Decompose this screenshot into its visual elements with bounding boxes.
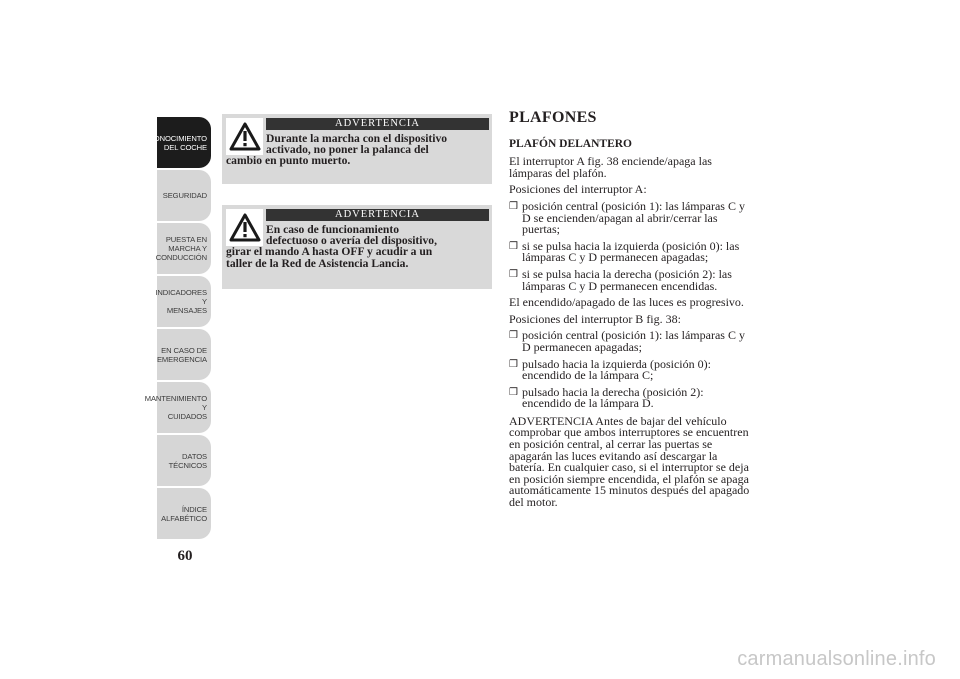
warning-line: taller de la Red de Asistencia Lancia. [226,256,409,270]
list-item [509,198,779,237]
warning-line: Durante la marcha con el dispositivo [266,132,448,145]
text-line: batería. En cualquier caso, si el interruptor se deja [509,460,749,475]
warning-box [222,205,492,289]
watermark: carmanualsonline.info [737,648,936,670]
tab-conocimiento-del-coche[interactable] [148,117,211,168]
text-line: automáticamente 15 minutos después del apagado [509,483,750,498]
tab-label: INDICADORES Y MENSAJES [155,288,207,315]
tab-label: MANTENIMIENTO Y CUIDADOS [144,394,207,421]
text-line: si se pulsa hacia la izquierda (posición 0): las [522,238,740,253]
intro-paragraph [509,156,779,179]
text-line: El interruptor A fig. 38 enciende/apaga las [509,154,712,169]
checkbox-bullet-icon: ❒ [509,358,518,370]
text-line: en posición siempre encendida, el plafón se apaga [509,471,749,486]
tab-puesta-en-marcha[interactable] [157,223,211,274]
text-line: pulsado hacia la izquierda (posición 0): [522,356,711,371]
tab-label: EN CASO DE EMERGENCIA [156,345,207,364]
section-title: PLAFONES [509,109,597,126]
positions-a-label: Posiciones del interruptor A: [509,182,647,197]
list-item [509,238,779,265]
warning-heading: ADVERTENCIA [266,209,489,221]
checkbox-bullet-icon: ❒ [509,330,518,342]
text-line: comprobar que ambos interruptores se encuentren [509,425,749,440]
positions-b-label: Posiciones del interruptor B fig. 38: [509,311,681,326]
text-line: encendido de la lámpara C; [522,368,654,383]
text-line: del motor. [509,495,558,510]
text-line: apagarán las luces evitando así descargar la [509,448,718,463]
text-line: lámparas del plafón. [509,165,607,180]
page-number: 60 [177,548,193,564]
tab-label: SEGURIDAD [162,191,207,200]
progressive-note: El encendido/apagado de las luces es progresivo. [509,295,744,310]
tab-label: PUESTA EN MARCHA Y CONDUCCIÓN [155,235,207,262]
list-item [509,266,779,293]
text-line: encendido de la lámpara D. [522,396,654,411]
list-item [509,330,779,353]
tab-label: CONOCIMIENTO DEL COCHE [148,133,207,152]
text-line: posición central (posición 1): las lámparas C y [522,198,745,213]
chapter-tabs [144,117,211,539]
warning-line: activado, no poner la palanca del [266,143,429,157]
tab-indicadores-y-mensajes[interactable] [157,276,211,327]
text-line: D se encienden/apagan al abrir/cerrar las [522,210,718,225]
tab-seguridad[interactable] [157,170,211,221]
warning-text [226,224,488,269]
text-line: si se pulsa hacia la derecha (posición 2): las [522,266,732,281]
warning-line: defectuoso o avería del dispositivo, [266,234,438,248]
advertencia-note [509,413,779,510]
tab-en-caso-de-emergencia[interactable] [157,329,211,380]
tab-datos-tecnicos[interactable] [157,435,211,486]
warning-heading: ADVERTENCIA [266,118,489,130]
warning-box [222,114,492,184]
warning-line: girar el mando A hasta OFF y acudir a un [226,245,433,259]
text-line: ADVERTENCIA Antes de bajar del vehículo [509,413,727,428]
main-content [509,110,779,514]
subsection-title: PLAFÓN DELANTERO [509,137,632,150]
list-item [509,356,779,383]
checkbox-bullet-icon: ❒ [509,386,518,398]
list-item [509,384,779,411]
text-line: posición central (posición 1): las lámparas C y [522,328,745,343]
checkbox-bullet-icon: ❒ [509,200,518,212]
text-line: lámparas C y D permanecen encendidas. [522,278,718,293]
warning-text [226,133,488,167]
tab-label: DATOS TÉCNICOS [168,451,207,470]
warning-line: En caso de funcionamiento [266,223,400,236]
tab-mantenimiento-y-cuidados[interactable] [144,382,211,433]
tab-label: ÍNDICE ALFABÉTICO [161,504,207,523]
text-line: puertas; [522,222,560,237]
tab-indice-alfabetico[interactable] [157,488,211,539]
checkbox-bullet-icon: ❒ [509,268,518,280]
text-line: D permanecen apagadas; [522,339,642,354]
checkbox-bullet-icon: ❒ [509,240,518,252]
text-line: lámparas C y D permanecen apagadas; [522,250,709,265]
text-line: pulsado hacia la derecha (posición 2): [522,384,704,399]
warning-line: cambio en punto muerto. [226,154,351,168]
text-line: en posición central, al cerrar las puertas se [509,437,713,452]
